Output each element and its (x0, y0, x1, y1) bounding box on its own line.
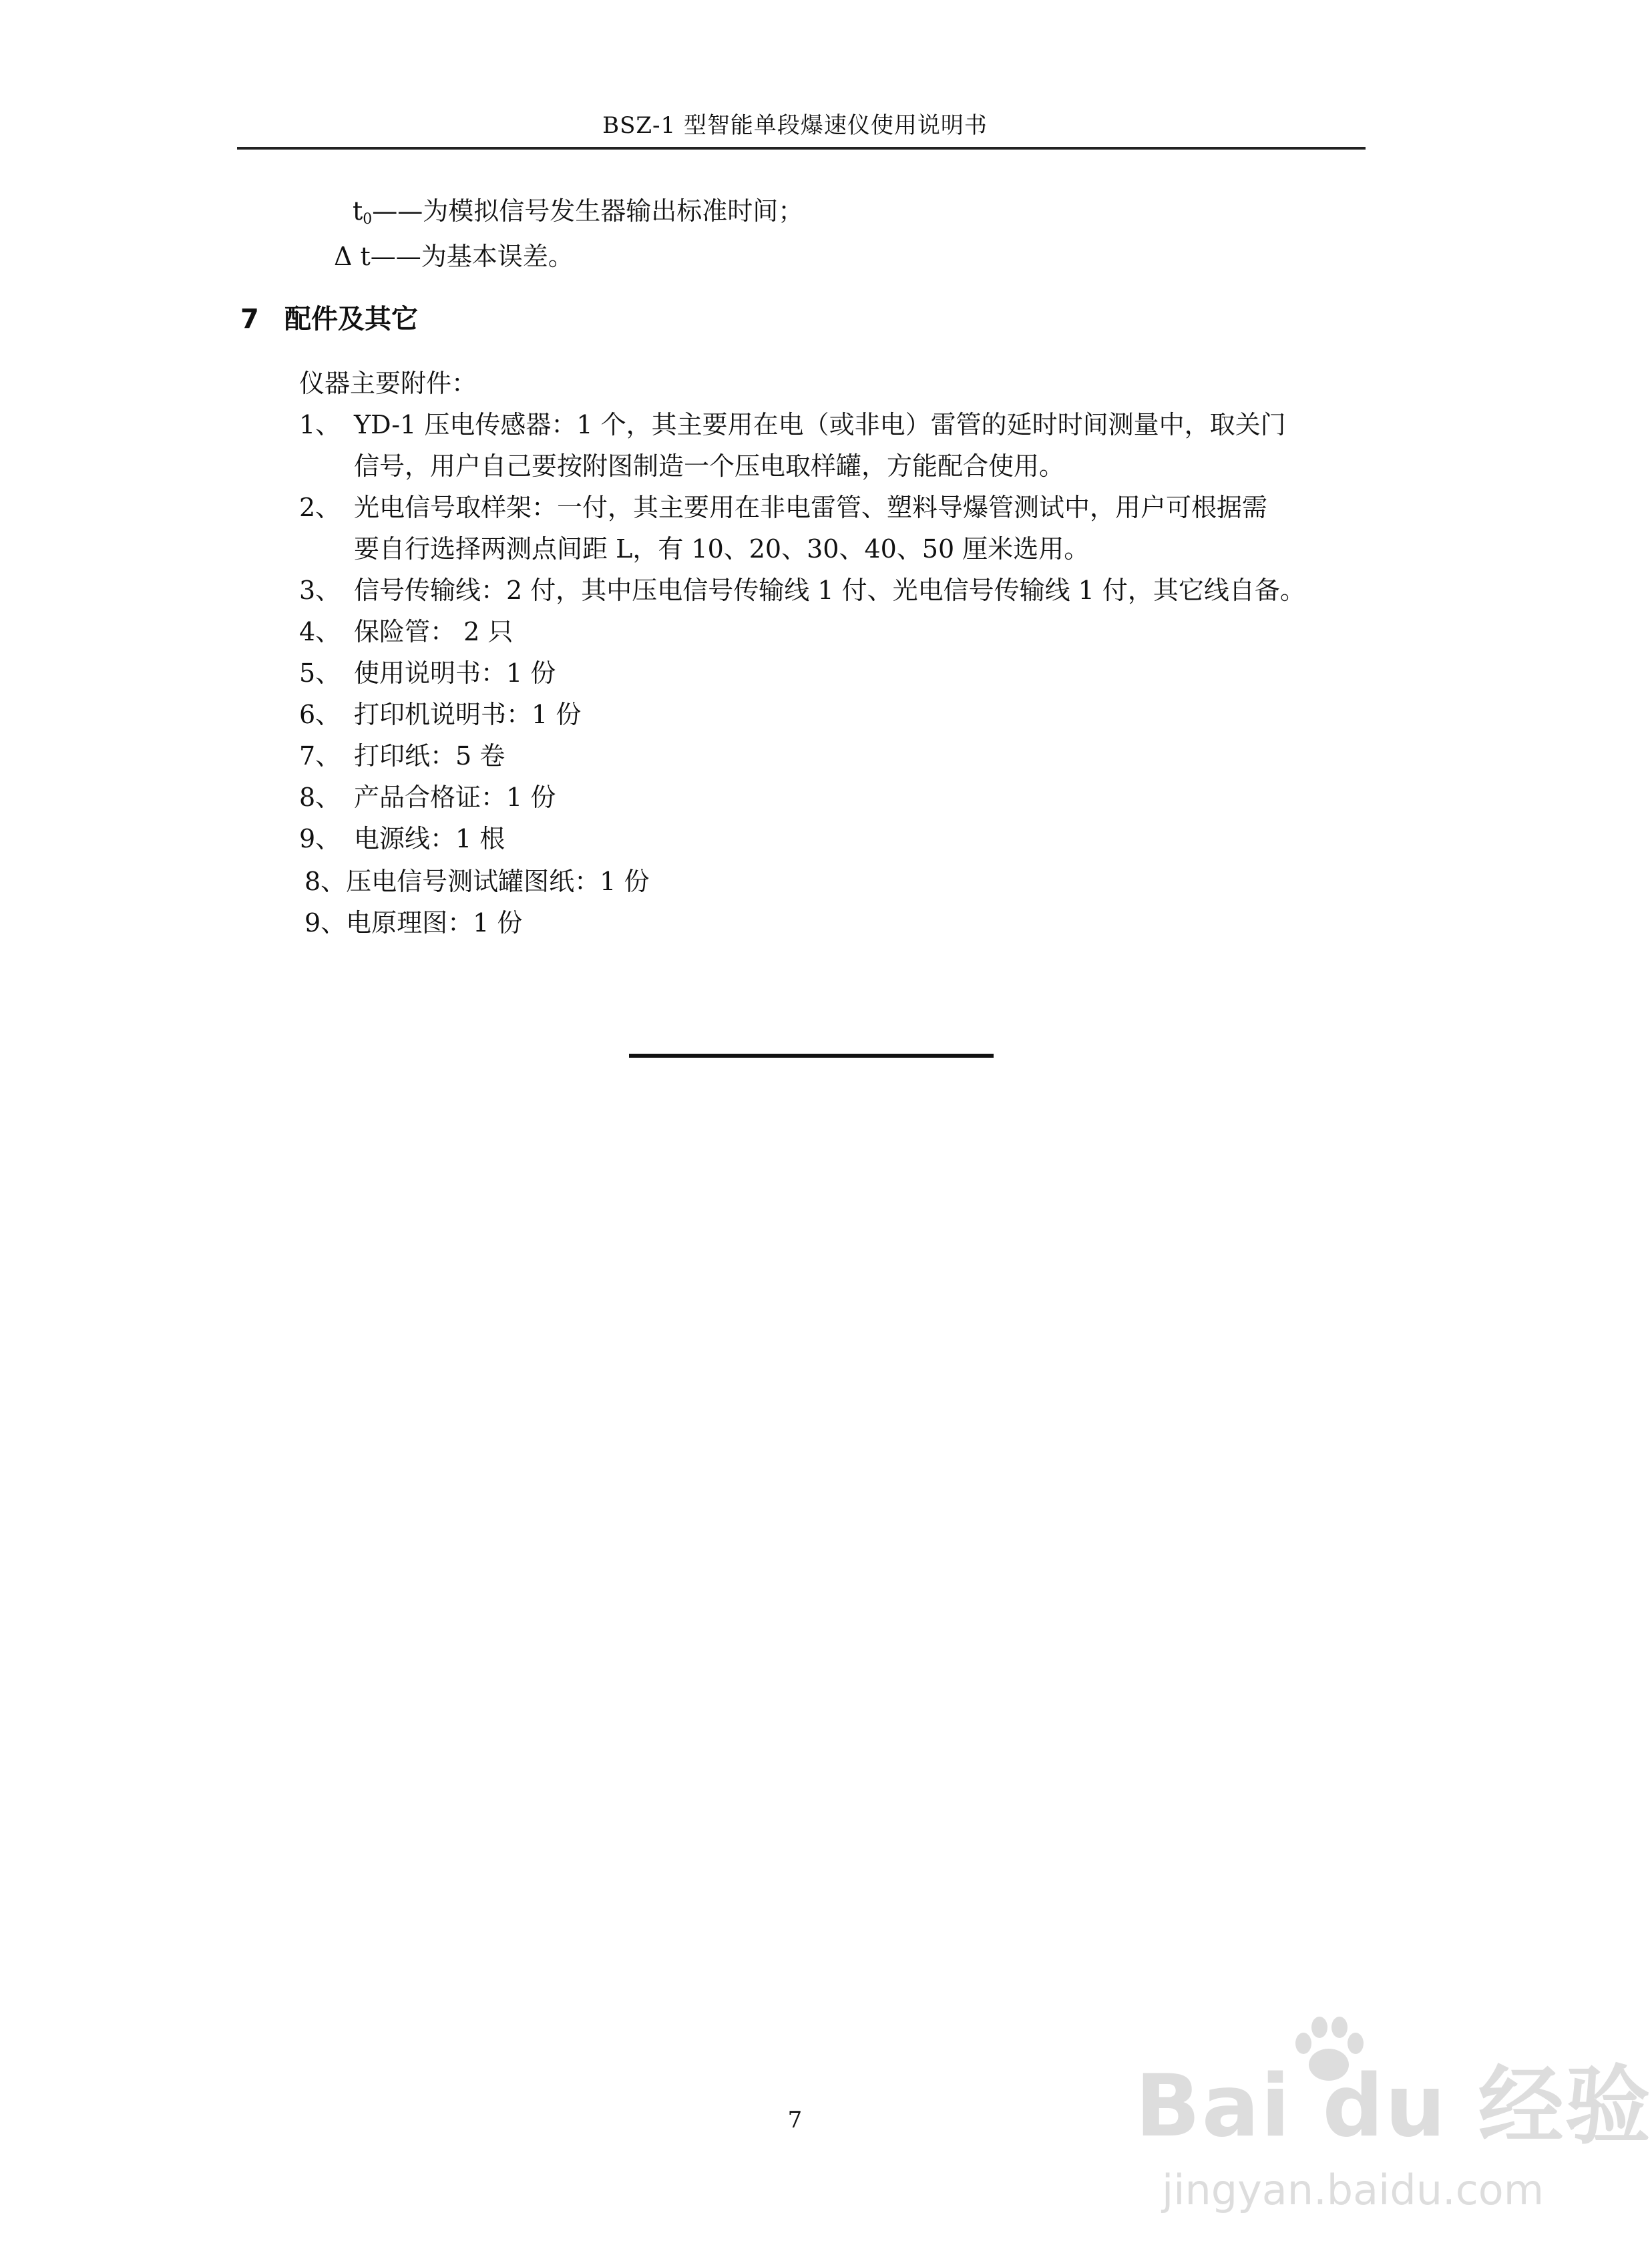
watermark-url: jingyan.baidu.com (1162, 2166, 1544, 2214)
watermark-logo-text: Bai du 经验 (1135, 2057, 1652, 2156)
list-item (299, 656, 556, 690)
definition-symbol: t (353, 196, 363, 226)
list-item (299, 821, 505, 856)
list-item (299, 407, 1286, 442)
list-item-number: 5、 (299, 658, 341, 688)
baidu-jingyan-watermark (1135, 2010, 1652, 2230)
definition-symbol: Δ t (334, 242, 371, 271)
list-item (299, 739, 505, 773)
definition-delta-t (334, 239, 574, 274)
list-item-continuation: 要自行选择两测点间距 L，有 10、20、30、40、50 厘米选用。 (354, 534, 1090, 564)
section-heading (240, 300, 418, 338)
running-header: BSZ-1 型智能单段爆速仪使用说明书 (602, 112, 988, 139)
list-item-number: 1、 (299, 410, 341, 439)
section-end-rule (629, 1054, 994, 1058)
list-item-continuation: 信号，用户自己要按附图制造一个压电取样罐，方能配合使用。 (354, 451, 1065, 481)
accessories-intro: 仪器主要附件： (299, 369, 477, 398)
list-item-text: 保险管： 2 只 (354, 617, 513, 646)
list-item-text: YD-1 压电传感器：1 个，其主要用在电（或非电）雷管的延时时间测量中，取关门 (354, 410, 1286, 439)
list-item (299, 490, 1267, 525)
section-title: 配件及其它 (284, 304, 418, 335)
definition-text: ——为模拟信号发生器输出标准时间； (372, 196, 804, 226)
list-item (299, 697, 581, 732)
list-item-text: 信号传输线：2 付，其中压电信号传输线 1 付、光电信号传输线 1 付，其它线自备。 (354, 576, 1305, 605)
list-item (299, 573, 1305, 608)
list-item-text: 使用说明书：1 份 (354, 658, 556, 688)
list-item-text: 打印纸：5 卷 (354, 741, 505, 771)
list-item-number: 8、 (299, 783, 341, 812)
list-item-number: 7、 (299, 741, 341, 771)
list-item-text: 产品合格证：1 份 (354, 783, 556, 812)
list-item-number: 6、 (299, 700, 341, 729)
list-item-number: 4、 (299, 617, 341, 646)
definition-subscript: 0 (363, 211, 373, 228)
list-item-number: 2、 (299, 493, 341, 522)
list-item-text: 电源线：1 根 (354, 824, 505, 853)
definition-t0 (353, 194, 803, 237)
extra-list-item: 8、压电信号测试罐图纸：1 份 (304, 867, 650, 896)
definition-text: ——为基本误差。 (370, 242, 574, 271)
list-item-text: 打印机说明书：1 份 (354, 700, 582, 729)
list-item (299, 780, 556, 815)
list-item (299, 614, 513, 649)
list-item-number: 3、 (299, 576, 341, 605)
header-rule (237, 147, 1366, 150)
list-item-text: 光电信号取样架：一付，其主要用在非电雷管、塑料导爆管测试中，用户可根据需 (354, 493, 1268, 522)
extra-list-item: 9、电原理图：1 份 (304, 908, 523, 938)
section-number: 7 (240, 304, 259, 335)
page-number: 7 (787, 2107, 803, 2133)
list-item-number: 9、 (299, 824, 341, 853)
